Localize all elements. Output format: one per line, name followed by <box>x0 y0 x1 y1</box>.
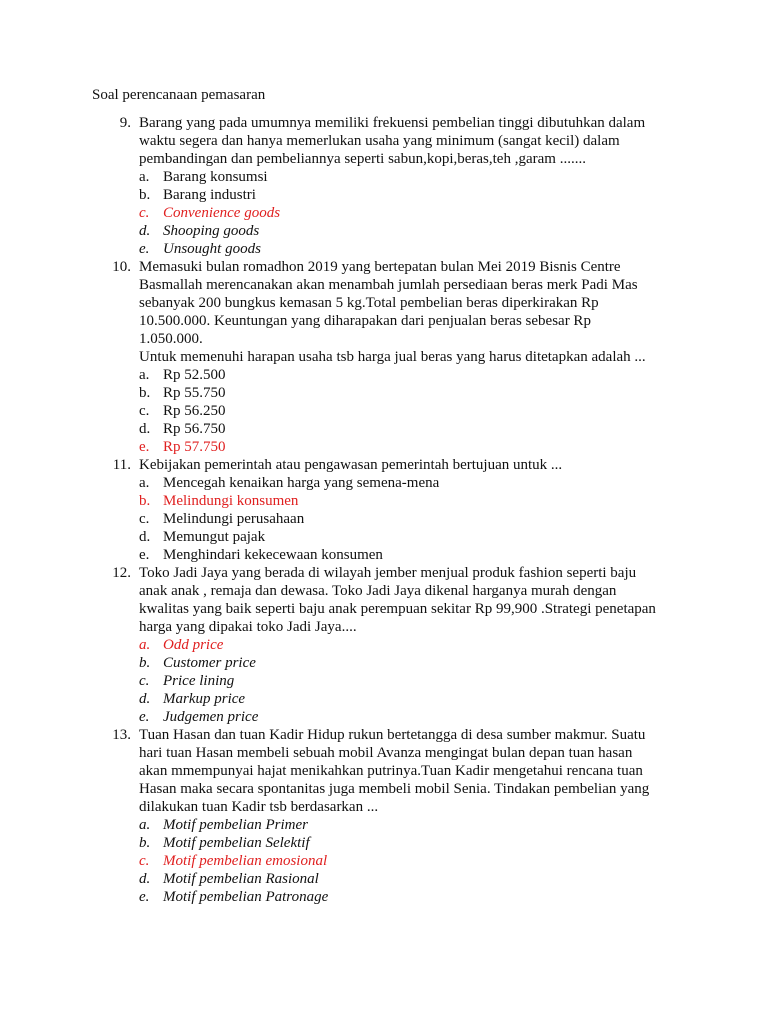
question-text-line: Memasuki bulan romadhon 2019 yang bertepatan bulan Mei 2019 Bisnis Centre <box>139 259 621 275</box>
option-letter: a. <box>139 367 150 383</box>
option-letter: c. <box>139 205 150 221</box>
question-text-line: anak anak , remaja dan dewasa. Toko Jadi Jaya dikenal harganya murah dengan <box>139 583 617 599</box>
question-text-line: harga yang dipakai toko Jadi Jaya.... <box>139 619 357 635</box>
option-letter: c. <box>139 403 150 419</box>
option-text: Menghindari kekecewaan konsumen <box>163 547 383 563</box>
question-number: 11. <box>112 457 131 473</box>
question-text-line: pembandingan dan pembeliannya seperti sabun,kopi,beras,teh ,garam ....... <box>139 151 586 167</box>
option-text: Motif pembelian Rasional <box>163 871 319 887</box>
option-text: Motif pembelian Primer <box>163 817 308 833</box>
question-text-line: 10.500.000. Keuntungan yang diharapakan dari penjualan beras sebesar Rp <box>139 313 591 329</box>
option-letter: e. <box>139 241 150 257</box>
question-text-line: 1.050.000. <box>139 331 203 347</box>
question-number: 12. <box>112 565 131 581</box>
answer-option <box>0 510 768 528</box>
answer-options <box>0 474 768 564</box>
option-letter: b. <box>139 493 151 509</box>
question-number: 9. <box>119 115 131 131</box>
question-9 <box>0 114 768 258</box>
option-letter: e. <box>139 709 150 725</box>
question-text-line: waktu segera dan hanya memerlukan usaha yang minimum (sangat kecil) dalam <box>139 133 620 149</box>
option-text: Convenience goods <box>163 205 281 221</box>
question-text <box>139 564 684 636</box>
question-text-line: Barang yang pada umumnya memiliki frekuensi pembelian tinggi dibutuhkan dalam <box>139 115 646 131</box>
option-text: Memungut pajak <box>163 529 266 545</box>
option-letter: e. <box>139 889 150 905</box>
option-text: Rp 56.250 <box>163 403 226 419</box>
option-text: Judgemen price <box>163 709 259 725</box>
question-13 <box>0 726 768 906</box>
answer-option <box>0 528 768 546</box>
answer-option <box>0 402 768 420</box>
question-12 <box>0 564 768 726</box>
option-text: Unsought goods <box>163 241 261 257</box>
option-letter: a. <box>139 817 151 833</box>
answer-option <box>0 708 768 726</box>
option-text: Odd price <box>163 637 224 653</box>
answer-option <box>0 672 768 690</box>
question-text <box>139 726 684 816</box>
option-letter: b. <box>139 187 151 203</box>
question-number: 10. <box>112 259 131 275</box>
option-text: Rp 52.500 <box>163 367 226 383</box>
option-letter: a. <box>139 637 151 653</box>
option-text: Melindungi konsumen <box>163 493 299 509</box>
option-letter: d. <box>139 421 151 437</box>
answer-option <box>0 816 768 834</box>
answer-option <box>0 888 768 906</box>
question-text-line: hari tuan Hasan membeli sebuah mobil Avanza mengingat bulan depan tuan hasan <box>139 745 633 761</box>
answer-option <box>0 834 768 852</box>
option-letter: d. <box>139 223 151 239</box>
answer-option-correct <box>0 204 768 222</box>
question-text-line: Untuk memenuhi harapan usaha tsb harga jual beras yang harus ditetapkan adalah ... <box>139 349 646 365</box>
question-11 <box>0 456 768 564</box>
answer-option <box>0 870 768 888</box>
question-text-line: kwalitas yang baik seperti baju anak perempuan sekitar Rp 99,900 .Strategi penetapan <box>139 601 656 617</box>
question-number: 13. <box>112 727 131 743</box>
question-text-line: Hasan maka secara spontanitas juga membeli mobil Senia. Tindakan pembelian yang <box>139 781 650 797</box>
option-text: Motif pembelian emosional <box>163 853 328 869</box>
option-letter: b. <box>139 835 151 851</box>
question-text-line: Tuan Hasan dan tuan Kadir Hidup rukun bertetangga di desa sumber makmur. Suatu <box>139 727 646 743</box>
option-text: Motif pembelian Selektif <box>163 835 310 851</box>
answer-options <box>0 816 768 906</box>
answer-option <box>0 654 768 672</box>
answer-option-correct <box>0 636 768 654</box>
answer-option-correct <box>0 438 768 456</box>
question-text-line: Toko Jadi Jaya yang berada di wilayah jember menjual produk fashion seperti baju <box>139 565 637 581</box>
answer-options <box>0 636 768 726</box>
answer-option <box>0 168 768 186</box>
option-text: Melindungi perusahaan <box>163 511 305 527</box>
question-text-line: akan mmempunyai hajat menikahkan putrinya.Tuan Kadir mengetahui rencana tuan <box>139 763 643 779</box>
question-text <box>139 114 684 168</box>
answer-option <box>0 420 768 438</box>
answer-option <box>0 384 768 402</box>
option-letter: c. <box>139 511 150 527</box>
question-10 <box>0 258 768 456</box>
option-text: Markup price <box>163 691 246 707</box>
question-text <box>139 456 684 474</box>
answer-option <box>0 474 768 492</box>
answer-option-correct <box>0 492 768 510</box>
option-letter: b. <box>139 385 151 401</box>
option-letter: a. <box>139 475 150 491</box>
question-text <box>139 258 684 366</box>
option-letter: c. <box>139 673 150 689</box>
answer-option <box>0 186 768 204</box>
option-text: Shooping goods <box>163 223 260 239</box>
answer-option-correct <box>0 852 768 870</box>
answer-option <box>0 546 768 564</box>
document-title: Soal perencanaan pemasaran <box>92 87 266 103</box>
option-text: Barang konsumsi <box>163 169 268 185</box>
option-text: Customer price <box>163 655 256 671</box>
answer-option <box>0 366 768 384</box>
option-letter: a. <box>139 169 150 185</box>
question-text-line: sebanyak 200 bungkus kemasan 5 kg.Total pembelian beras diperkirakan Rp <box>139 295 599 311</box>
option-letter: d. <box>139 529 151 545</box>
option-text: Mencegah kenaikan harga yang semena-mena <box>163 475 440 491</box>
option-letter: e. <box>139 547 150 563</box>
option-letter: c. <box>139 853 150 869</box>
question-text-line: Kebijakan pemerintah atau pengawasan pemerintah bertujuan untuk ... <box>139 457 563 473</box>
answer-option <box>0 690 768 708</box>
option-text: Price lining <box>163 673 235 689</box>
answer-options <box>0 366 768 456</box>
option-text: Rp 55.750 <box>163 385 226 401</box>
option-letter: d. <box>139 691 151 707</box>
option-text: Barang industri <box>163 187 256 203</box>
option-text: Motif pembelian Patronage <box>163 889 329 905</box>
answer-option <box>0 222 768 240</box>
option-text: Rp 57.750 <box>163 439 226 455</box>
option-letter: d. <box>139 871 151 887</box>
option-letter: e. <box>139 439 150 455</box>
question-text-line: dilakukan tuan Kadir tsb berdasarkan ... <box>139 799 379 815</box>
question-list <box>0 114 768 906</box>
option-letter: b. <box>139 655 151 671</box>
question-text-line: Basmallah merencanakan akan menambah jumlah persediaan beras merk Padi Mas <box>139 277 638 293</box>
option-text: Rp 56.750 <box>163 421 226 437</box>
answer-options <box>0 168 768 258</box>
answer-option <box>0 240 768 258</box>
